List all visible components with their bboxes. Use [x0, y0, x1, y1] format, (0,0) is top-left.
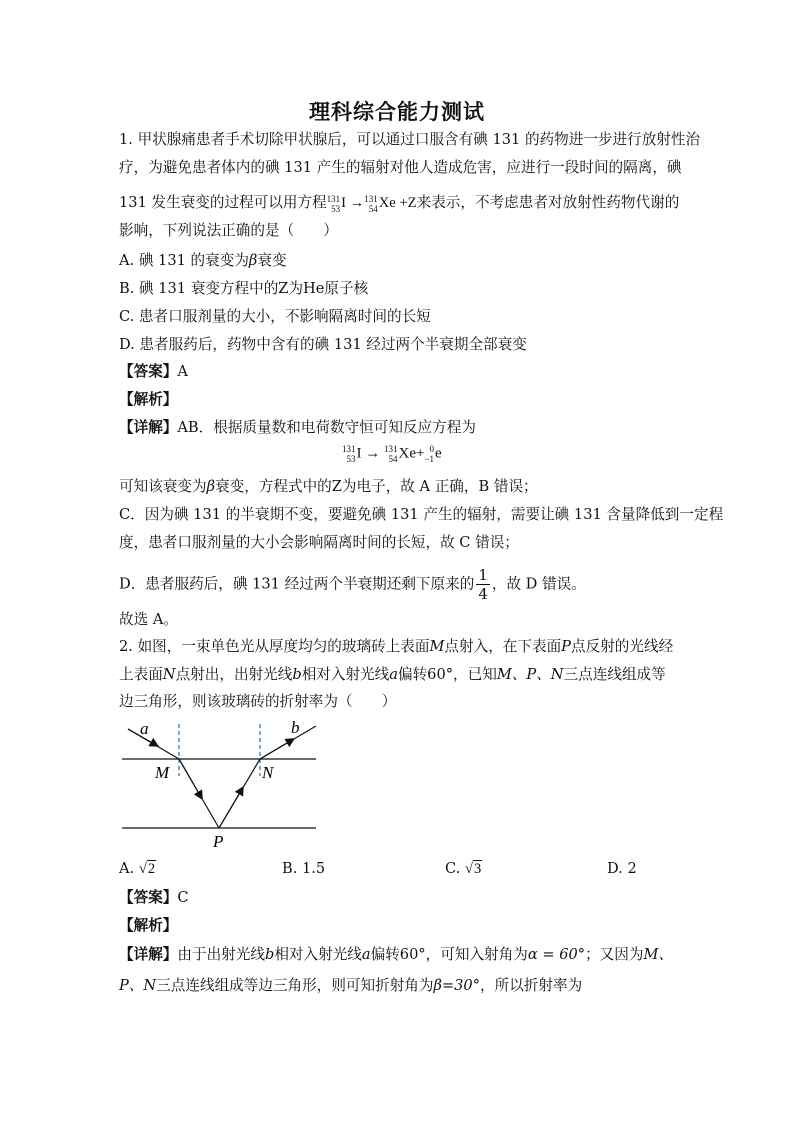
point-n-label: N [162, 666, 176, 683]
plus-sign: + [399, 195, 408, 211]
xenon-numbers-2 [384, 444, 398, 464]
angle-60-2: 60° [399, 946, 426, 963]
q1-option-b-tail: 原子核 [324, 280, 369, 297]
q1-answer [119, 362, 188, 382]
q1-option-b [119, 279, 368, 299]
detail-tag: 【详解】 [119, 419, 178, 436]
beta-symbol-2: β [206, 478, 216, 495]
reaction-arrow: → [349, 195, 365, 211]
sqrt-2-radicand: 2 [147, 861, 156, 877]
q1-option-c: C. 患者口服剂量的大小，不影响隔离时间的长短 [119, 308, 431, 325]
page-title: 理科综合能力测试 [309, 100, 485, 124]
q2-detail-text-1e: 偏转 [370, 946, 400, 963]
sqrt-2: √2 [138, 861, 156, 877]
fraction-denominator: 4 [478, 585, 488, 603]
analysis-tag: 【解析】 [119, 391, 178, 408]
beta-symbol: β [248, 252, 258, 269]
z-symbol-2: Z [331, 478, 342, 495]
fraction-numerator: 1 [478, 566, 488, 584]
q2-stem-text-2f: 三点连线组成等 [563, 666, 666, 683]
q1-option-a [119, 251, 287, 271]
label-b: b [291, 718, 300, 737]
iodine-charge-number-2: 53 [346, 454, 356, 464]
electron-mass-number: 0 [429, 444, 435, 454]
q2-stem-text-2e: ，已知 [453, 666, 497, 683]
q2-option-a [119, 860, 156, 878]
q2-stem-text-2c: 相对入射光线 [301, 666, 390, 683]
q1-decay-equation [326, 193, 417, 214]
q2-stem-text-1b: 点射入，在下表面 [444, 638, 562, 655]
ray-a-label: a [389, 666, 398, 683]
q2-analysis [119, 916, 177, 936]
q1-option-a-text: A. 碘 131 的衰变为 [119, 252, 249, 269]
q2-detail-text-1a: 由于出射光线 [177, 946, 265, 963]
plus-sign-2: + [416, 445, 425, 462]
sqrt-3-radicand: 3 [473, 861, 482, 877]
q2-option-c [445, 860, 482, 878]
q2-detail-text-1g: ，可知入射角为 [425, 946, 528, 963]
iodine-symbol: I [341, 195, 346, 211]
q2-detail-text-1c: 相对入射光线 [274, 946, 362, 963]
electron-symbol: e [435, 445, 442, 462]
q1-option-a-tail: 衰变 [257, 252, 287, 269]
answer-value: A [177, 363, 188, 380]
xenon-charge-number-2: 54 [388, 454, 398, 464]
q2-stem-line-1 [119, 637, 673, 657]
q2-detail-line-2 [119, 976, 582, 996]
reflected-ray-arrow [219, 789, 242, 828]
xenon-charge-number: 54 [368, 203, 378, 214]
q1-stem-line-3-tail: 来表示，不考虑患者对放射性药物代谢的 [416, 194, 680, 211]
q1-stem-line-3 [119, 193, 679, 214]
q1-option-d: D. 患者服药后，药物中含有的碘 131 经过两个半衰期全部衰变 [119, 336, 527, 353]
label-n: N [262, 763, 274, 782]
iodine-numbers-2 [342, 444, 356, 464]
point-p-label: P [561, 638, 571, 655]
z-symbol: Z [278, 280, 289, 297]
q2-stem-text-2a: 上表面 [119, 666, 163, 683]
q1-detail-text-5a: D．患者服药后，碘 131 经过两个半衰期还剩下原来的 [119, 575, 475, 593]
answer-tag: 【答案】 [119, 363, 178, 380]
label-a: a [140, 719, 149, 738]
analysis-tag-2: 【解析】 [119, 917, 178, 934]
q1-detail-text-1: AB．根据质量数和电荷数守恒可知反应方程为 [177, 419, 476, 436]
unknown-particle-z: Z [407, 195, 417, 211]
label-m: M [155, 763, 170, 782]
sqrt-3: √3 [464, 861, 482, 877]
q2-option-a-label: A. [119, 860, 135, 877]
q2-option-b: B. 1.5 [282, 860, 326, 877]
xenon-symbol: Xe [378, 195, 396, 211]
q1-stem-line-4: 影响，下列说法正确的是（ ） [119, 222, 338, 239]
q2-option-d: D. 2 [607, 860, 637, 877]
xenon-symbol-2: Xe [398, 445, 416, 462]
angle-60: 60° [427, 666, 454, 683]
q2-answer [119, 888, 189, 908]
q1-detail-line-1 [119, 418, 476, 438]
q1-stem-line-1: 1. 甲状腺痛患者手术切除甲状腺后，可以通过口服含有碘 131 的药物进一步进行放射性治 [119, 131, 701, 148]
q1-option-b-mid: 为 [288, 280, 304, 297]
reaction-arrow-2: → [365, 445, 381, 462]
q2-stem-line-3: 边三角形，则该玻璃砖的折射率为（ ） [119, 693, 397, 710]
q1-detail-text-2b: 衰变，方程式中的 [215, 478, 332, 495]
xenon-mass-number-2: 131 [384, 444, 398, 454]
electron-numbers [424, 444, 434, 464]
detail-tag-2: 【详解】 [119, 946, 178, 963]
q2-detail-line-1 [119, 945, 673, 965]
q1-conclusion: 故选 A。 [119, 611, 178, 628]
xenon-nucleon-numbers [364, 194, 378, 214]
emergent-ray-arrow [260, 740, 292, 759]
q1-analysis [119, 390, 177, 410]
q2-stem-text-2b: 点射出，出射光线 [175, 666, 293, 683]
q1-detail-line-4: 度，患者口服剂量的大小会影响隔离时间的长短，故 C 错误； [119, 534, 519, 551]
q1-detail-text-2c: 为电子，故 A 正确，B 错误； [341, 478, 538, 495]
iodine-nucleon-numbers [327, 194, 341, 214]
q2-detail-text-2d: ，所以折射率为 [480, 977, 583, 994]
q1-stem-line-2: 疗，为避免患者体内的碘 131 产生的辐射对他人造成危害，应进行一段时间的隔离，碘 [119, 159, 682, 176]
point-m-label: M [429, 638, 445, 655]
electron-charge-number: −1 [424, 454, 435, 464]
points-mpn: M、P、N [496, 666, 564, 683]
q1-detail-line-5 [119, 566, 586, 603]
iodine-charge-number: 53 [331, 203, 341, 214]
q1-full-decay-equation [342, 444, 442, 464]
q1-detail-line-2 [119, 477, 538, 497]
q1-detail-line-3: C．因为碘 131 的半衰期不变，要避免碘 131 产生的辐射，需要让碘 131 含量降低到一定程 [119, 506, 724, 523]
incident-angle-alpha: α = 60° [527, 946, 586, 963]
answer-tag-2: 【答案】 [119, 889, 178, 906]
refraction-angle-beta: β=30° [433, 977, 481, 994]
point-m-label-2: M、 [643, 946, 674, 963]
refracted-ray-arrow [179, 759, 201, 797]
ray-b-label: b [292, 666, 302, 683]
ray-b-label-2: b [264, 946, 275, 963]
q1-detail-text-5b: ，故 D 错误。 [491, 575, 586, 593]
q2-stem-text-1c: 点反射的光线经 [571, 638, 674, 655]
iodine-mass-number-2: 131 [342, 444, 356, 454]
q1-option-b-text: B. 碘 131 衰变方程中的 [119, 280, 279, 297]
q1-stem-line-3-text: 131 发生衰变的过程可以用方程 [119, 194, 327, 211]
q1-detail-text-2a: 可知该衰变为 [119, 478, 207, 495]
one-quarter-fraction [476, 566, 490, 603]
helium-symbol: He [303, 280, 325, 297]
label-p: P [213, 832, 224, 851]
q2-detail-text-1i: ；又因为 [585, 946, 644, 963]
points-pn: P、N [119, 977, 157, 994]
q2-stem-text-1a: 2. 如图，一束单色光从厚度均匀的玻璃砖上表面 [119, 638, 430, 655]
xenon-mass-number: 131 [364, 193, 378, 204]
q2-option-c-label: C. [445, 860, 461, 877]
iodine-symbol-2: I [356, 445, 362, 462]
q2-stem-line-2 [119, 665, 666, 685]
iodine-mass-number: 131 [326, 193, 341, 204]
answer-value-2: C [177, 889, 189, 906]
q2-stem-text-2d: 偏转 [397, 666, 428, 683]
ray-a-label-2: a [361, 946, 371, 963]
q2-detail-text-2b: 三点连线组成等边三角形，则可知折射角为 [156, 977, 434, 994]
glass-refraction-figure [110, 712, 330, 852]
